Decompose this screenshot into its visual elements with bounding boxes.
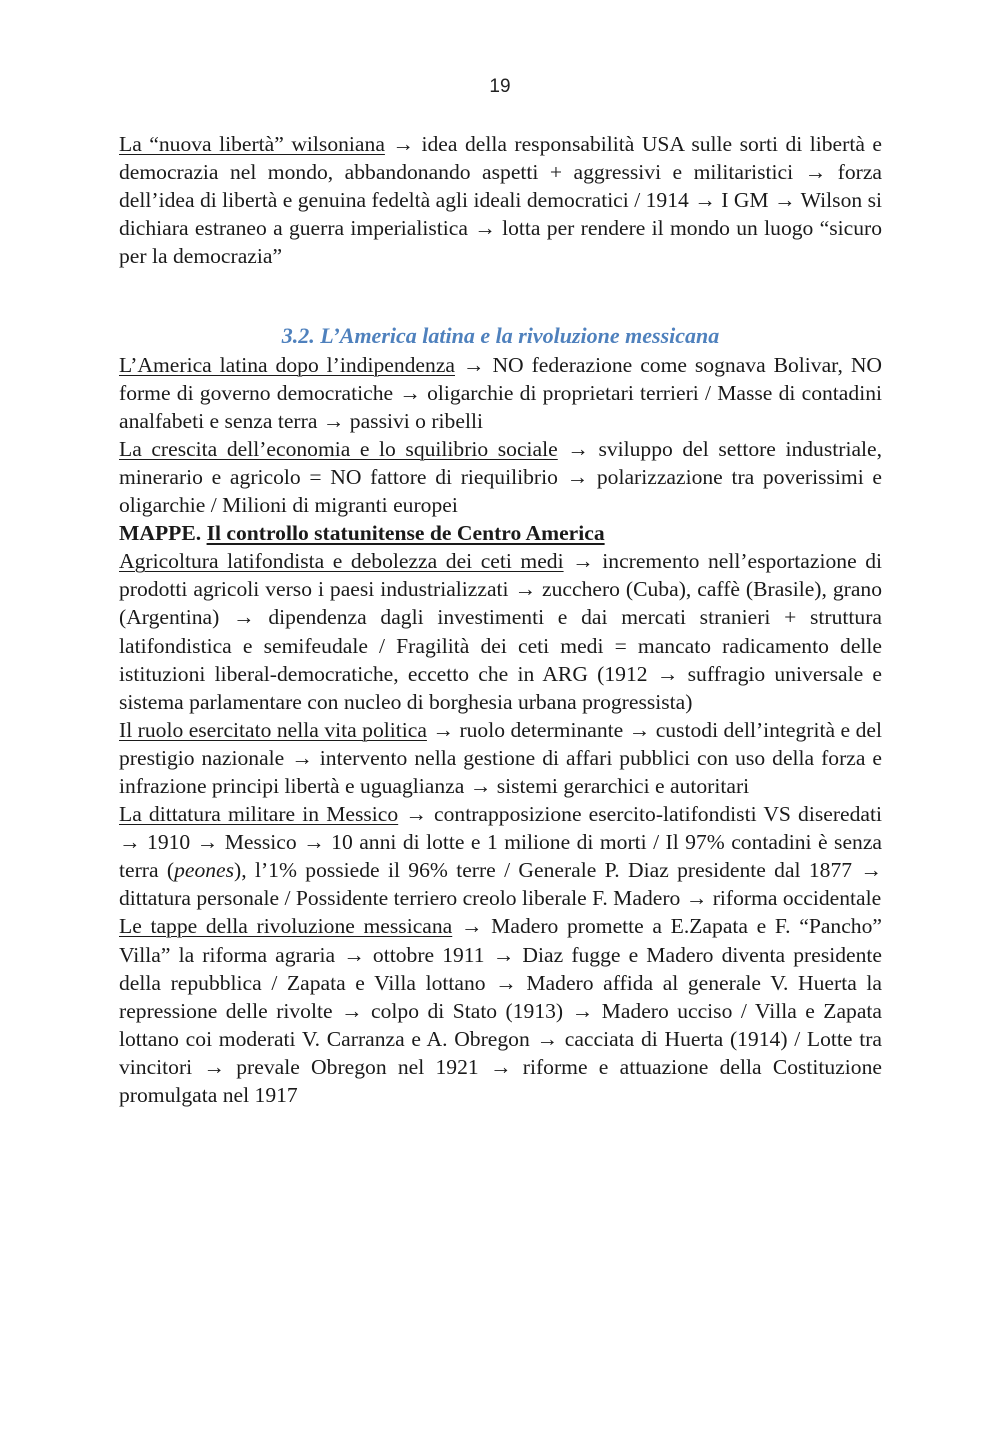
maps-label: MAPPE. [119, 521, 202, 546]
paragraph-heading: La crescita dell’economia e lo squilibrio sociale [119, 436, 558, 461]
paragraph-body-continued: ), l’1% possiede il 96% terre / Generale P. Diaz presidente dal 1877 → dittatura personale / Possidente terriero creolo liberale F. Madero → riforma occidentale [119, 858, 882, 911]
paragraph-heading: Il ruolo esercitato nella vita politica [119, 717, 427, 742]
paragraph-america-latina [119, 351, 882, 435]
maps-title: Il controllo statunitense de Centro America [206, 521, 605, 546]
paragraph-body: → incremento nell’esportazione di prodotti agricoli verso i paesi industrializzati → zucchero (Cuba), caffè (Brasile), grano (Argentina) → dipendenza dagli investimenti e dai mercati stranieri + struttura latifondistica e semifeudale / Fragilità dei ceti medi = mancato radicamento delle istituzioni liberal-democratiche, eccetto che in ARG (1912 → suffragio universale e sistema parlamentare con nucleo di borghesia urbana progressista) [119, 549, 882, 714]
spacer [119, 270, 882, 316]
paragraph-body: → Madero promette a E.Zapata e F. “Pancho” Villa” la riforma agraria → ottobre 1911 → Diaz fugge e Madero diventa presidente della repubblica / Zapata e Villa lottano → Madero affida al generale V. Huerta la repressione delle rivolte → colpo di Stato (1913) → Madero ucciso / Villa e Zapata lottano coi moderati V. Carranza e A. Obregon → cacciata di Huerta (1914) / Lotte tra vincitori → prevale Obregon nel 1921 → riforme e attuazione della Costituzione promulgata nel 1917 [119, 914, 882, 1107]
section-title: 3.2. L’America latina e la rivoluzione messicana [281, 323, 720, 349]
paragraph-crescita-economia [119, 435, 882, 519]
page-content [119, 130, 882, 1109]
paragraph-heading: La “nuova libertà” wilsoniana [119, 132, 385, 156]
paragraph-agricoltura [119, 547, 882, 716]
paragraph-heading: La dittatura militare in Messico [119, 802, 399, 827]
paragraph-heading: Le tappe della rivoluzione messicana [119, 914, 453, 939]
paragraph-heading: L’America latina dopo l’indipendenza [119, 352, 455, 377]
paragraph-body: → ruolo determinante → custodi dell’integrità e del prestigio nazionale → intervento nella gestione di affari pubblici con uso della forza e infrazione principi libertà e uguaglianza → sistemi gerarchici e autoritari [119, 717, 882, 798]
paragraph-heading: Agricoltura latifondista e debolezza dei ceti medi [119, 549, 564, 574]
paragraph-body: → NO federazione come sognava Bolivar, NO forme di governo democratiche → oligarchie di proprietari terrieri / Masse di contadini analfabeti e senza terra → passivi o ribelli [119, 352, 883, 433]
italic-term: peones [174, 858, 235, 883]
paragraph-body: → contrapposizione esercito-latifondisti VS diseredati → 1910 → Messico → 10 anni di lotte e 1 milione di morti / Il 97% contadini è senza terra ( [119, 802, 882, 883]
paragraph-body: → sviluppo del settore industriale, minerario e agricolo = NO fattore di riequilibrio → polarizzazione tra poverissimi e oligarchie / Milioni di migranti europei [119, 436, 883, 518]
paragraph-body: → idea della responsabilità USA sulle sorti di libertà e democrazia nel mondo, abbandonando aspetti + aggressivi e militaristici → forza dell’idea di libertà e genuina fedeltà agli ideali democratici / 1914 → I GM → Wilson si dichiara estraneo a guerra imperialistica → lotta per rendere il mondo un luogo “sicuro per la democrazia” [119, 132, 882, 269]
maps-heading [119, 519, 882, 547]
paragraph-dittatura-messico [119, 800, 882, 912]
page-number: 19 [489, 76, 511, 97]
paragraph-nuova-liberta [119, 130, 882, 270]
paragraph-tappe-rivoluzione [119, 912, 882, 1109]
paragraph-ruolo-politica [119, 716, 882, 800]
